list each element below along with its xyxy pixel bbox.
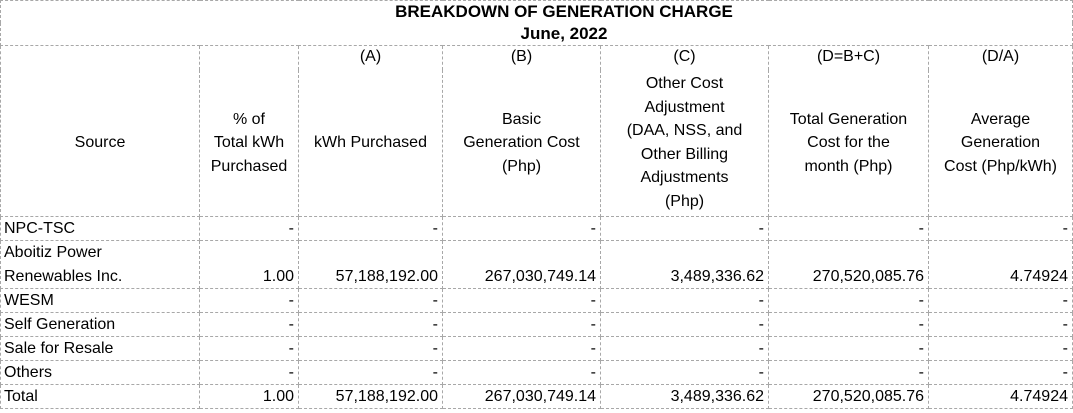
col-header-total: Total Generation Cost for the month (Php) [769,70,929,217]
col-header-pct: % of Total kWh Purchased [200,70,299,217]
row-source: Total [1,385,200,409]
row-other-adjustment: - [601,337,769,361]
table-row [1,337,1073,361]
row-basic-cost: 267,030,749.14 [443,385,601,409]
row-average-cost: - [929,289,1073,313]
row-source: Aboitiz Power Renewables Inc. [1,241,200,289]
table-row [1,289,1073,313]
column-letter-row [1,46,1073,71]
row-other-adjustment: 3,489,336.62 [601,385,769,409]
col-header-kwh: kWh Purchased [299,70,443,217]
col-letter-source [1,46,200,71]
row-other-adjustment: - [601,361,769,385]
col-letter-pct [200,46,299,71]
row-pct: 1.00 [200,385,299,409]
row-pct: - [200,361,299,385]
row-kwh: - [299,217,443,241]
row-average-cost: 4.74924 [929,385,1073,409]
row-total-cost: 270,520,085.76 [769,385,929,409]
row-total-cost: - [769,289,929,313]
row-source: WESM [1,289,200,313]
row-average-cost: - [929,337,1073,361]
title-row [1,1,1073,24]
column-header-row [1,70,1073,217]
row-kwh: 57,188,192.00 [299,385,443,409]
row-other-adjustment: - [601,313,769,337]
row-total-cost: - [769,361,929,385]
row-average-cost: 4.74924 [929,241,1073,289]
row-basic-cost: - [443,313,601,337]
row-source: Others [1,361,200,385]
report-title: BREAKDOWN OF GENERATION CHARGE [200,1,929,24]
row-kwh: 57,188,192.00 [299,241,443,289]
table-row [1,313,1073,337]
table-row [1,217,1073,241]
row-kwh: - [299,289,443,313]
row-average-cost: - [929,313,1073,337]
row-basic-cost: - [443,289,601,313]
row-basic-cost: 267,030,749.14 [443,241,601,289]
col-letter-avg: (D/A) [929,46,1073,71]
total-row [1,385,1073,409]
row-total-cost: 270,520,085.76 [769,241,929,289]
row-pct: - [200,337,299,361]
col-header-other: Other Cost Adjustment (DAA, NSS, and Other Billing Adjustments (Php) [601,70,769,217]
row-other-adjustment: 3,489,336.62 [601,241,769,289]
row-pct: - [200,289,299,313]
row-other-adjustment: - [601,217,769,241]
row-source: Self Generation [1,313,200,337]
col-letter-other: (C) [601,46,769,71]
row-kwh: - [299,361,443,385]
row-kwh: - [299,337,443,361]
row-total-cost: - [769,313,929,337]
row-kwh: - [299,313,443,337]
col-letter-total: (D=B+C) [769,46,929,71]
row-total-cost: - [769,217,929,241]
table-row [1,361,1073,385]
table-row [1,241,1073,289]
row-pct: - [200,217,299,241]
col-header-basic: Basic Generation Cost (Php) [443,70,601,217]
row-source: Sale for Resale [1,337,200,361]
col-header-avg: Average Generation Cost (Php/kWh) [929,70,1073,217]
col-letter-basic: (B) [443,46,601,71]
row-average-cost: - [929,361,1073,385]
row-basic-cost: - [443,361,601,385]
report-period: June, 2022 [200,23,929,46]
row-other-adjustment: - [601,289,769,313]
row-basic-cost: - [443,337,601,361]
row-total-cost: - [769,337,929,361]
row-average-cost: - [929,217,1073,241]
col-header-source: Source [1,70,200,217]
row-basic-cost: - [443,217,601,241]
row-pct: 1.00 [200,241,299,289]
row-source: NPC-TSC [1,217,200,241]
period-row [1,23,1073,46]
row-pct: - [200,313,299,337]
col-letter-kwh: (A) [299,46,443,71]
